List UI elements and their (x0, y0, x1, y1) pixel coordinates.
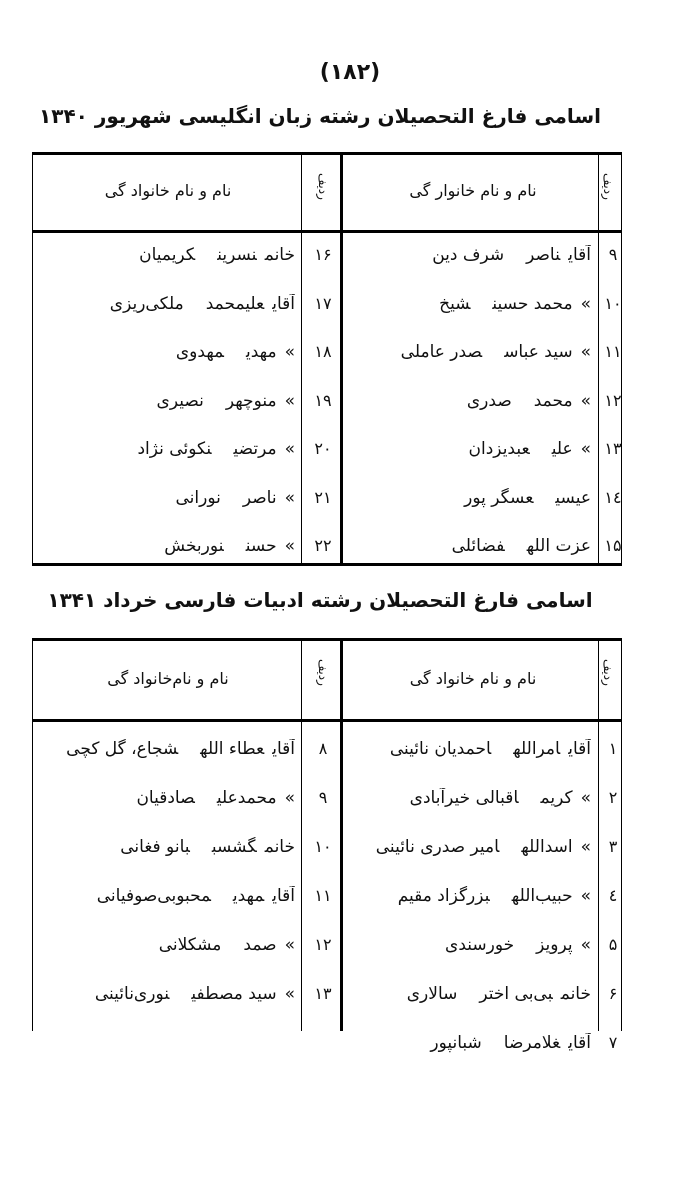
title-mark: » (580, 837, 591, 857)
table-row (33, 876, 621, 922)
title-mark: آقای (272, 739, 295, 759)
last-name: صدری (466, 390, 512, 411)
title-mark: » (284, 390, 295, 411)
row-number: ۲ (608, 788, 618, 807)
row-number: ۱٤ (604, 487, 622, 507)
row-number: ۹ (318, 788, 328, 807)
title-mark: » (284, 342, 295, 362)
name-header: نام و نام خانواد گی (104, 181, 232, 200)
graduate-name (39, 984, 295, 1004)
graduate-name (351, 886, 591, 906)
name-header: نام و نام خانواد گی (409, 669, 537, 688)
row-number: ۱۱ (604, 342, 622, 361)
last-name: صدر عاملی (400, 342, 483, 362)
graduate-name (351, 488, 591, 508)
last-name: شجاع، گل کچی (66, 739, 179, 759)
first-name: علیمحمد (205, 293, 265, 314)
first-name: عطاء الله (200, 739, 265, 759)
table-header (33, 641, 621, 722)
row-number: ۵ (608, 935, 618, 954)
last-name: فضائلی (451, 536, 505, 556)
row-number: ۱۱ (314, 886, 332, 905)
last-name: نوری‌نائینی (94, 984, 170, 1004)
last-name: صادقیان (136, 788, 195, 808)
title-mark: » (580, 788, 591, 808)
first-name: عزت الله (526, 536, 591, 556)
first-name: حسن (245, 536, 277, 556)
title-mark: آقای (568, 245, 591, 265)
table-row (33, 284, 621, 330)
row-number: ٤ (608, 886, 618, 905)
graduate-name (351, 739, 591, 759)
graduate-name (39, 245, 295, 265)
title-mark: آقای (272, 886, 295, 906)
title-mark: خانم (560, 984, 591, 1004)
first-name: محمدعلی (216, 788, 277, 808)
title-mark: خانم (264, 245, 295, 265)
graduate-name (39, 391, 295, 411)
first-name: محمد (533, 390, 573, 411)
last-name: کریمیان (139, 245, 196, 265)
graduate-name (351, 788, 591, 808)
title-mark: » (284, 984, 295, 1004)
graduates-table (32, 152, 622, 566)
title-mark: » (580, 439, 591, 459)
first-name: اسدالله (521, 837, 573, 857)
graduate-name (39, 488, 295, 508)
table-row (33, 778, 621, 824)
row-number: ۱۰ (604, 293, 622, 313)
graduate-name (39, 739, 295, 759)
title-mark: آقای (272, 293, 295, 314)
graduate-name (39, 935, 295, 955)
name-header: نام و نام‌خانواد گی (107, 669, 229, 688)
last-name: محبوبی‌صوفیانی (96, 886, 211, 906)
graduate-name (351, 984, 591, 1004)
row-number: ۱۳ (314, 984, 332, 1003)
graduate-name (351, 342, 591, 362)
graduate-name (39, 439, 295, 459)
graduate-name (351, 391, 591, 411)
table-row (33, 381, 621, 427)
row-number: ۳ (608, 837, 618, 856)
title-mark: » (284, 536, 295, 556)
radif-header: ردیف (601, 173, 615, 200)
first-name: بی‌بی اختر (479, 984, 553, 1004)
row-number: ۱ (608, 739, 618, 758)
row-number: ۸ (318, 739, 328, 758)
title-mark: » (284, 788, 295, 808)
first-name: محمد حسین (492, 293, 573, 314)
title-mark: » (284, 487, 295, 508)
first-name: سید عباس (504, 342, 573, 362)
first-name: مرتضی (233, 439, 277, 459)
table-title: اسامی فارغ التحصیلان رشته زبان انگلیسی شهریور ۱۳۴۰ (39, 104, 601, 128)
last-name: بزرگزاد مقیم (397, 886, 490, 906)
row-number: ۹ (608, 245, 618, 264)
last-name: نوربخش (164, 536, 224, 556)
radif-header: ردیف (601, 659, 615, 686)
table-row (33, 235, 621, 281)
row-number: ۲۰ (314, 439, 332, 458)
last-name: نصیری (156, 390, 204, 411)
first-name: غلامرضا (503, 1033, 561, 1053)
title-mark: » (284, 439, 295, 459)
last-name: شبانپور (430, 1033, 482, 1053)
table-row (33, 478, 621, 524)
first-name: نسرین (217, 245, 257, 265)
graduate-name (351, 294, 591, 314)
table-title: اسامی فارغ التحصیلان رشته ادبیات فارسی خرداد ۱۳۴۱ (47, 588, 593, 612)
row-number: ۲۱ (314, 487, 332, 507)
graduate-name (39, 294, 295, 314)
row-number: ۱۶ (314, 245, 332, 264)
last-name: بانو فغانی (120, 837, 190, 857)
graduate-name (351, 935, 591, 955)
last-name: نکوئی نژاد (137, 439, 212, 459)
first-name: منوچهر (225, 390, 277, 411)
table-row (33, 827, 621, 873)
graduate-name (351, 1033, 591, 1053)
last-name: اقبالی خیرآبادی (409, 788, 519, 808)
table-row (33, 332, 621, 378)
row-number: ۱۵ (604, 536, 622, 555)
graduate-name (39, 788, 295, 808)
table-row (33, 729, 621, 775)
row-number: ۲۲ (314, 536, 332, 555)
last-name: شرف دین (432, 245, 505, 265)
last-name: احمدیان نائینی (389, 739, 492, 759)
first-name: گشسب (211, 837, 257, 857)
first-name: امرالله (513, 739, 561, 759)
table-row (33, 429, 621, 475)
last-name: خورسندی (445, 935, 515, 955)
first-name: پرویز (536, 935, 573, 955)
graduate-name (351, 245, 591, 265)
first-name: صمد (243, 935, 277, 955)
last-name: مشکلانی (158, 935, 222, 955)
table-row (33, 526, 621, 572)
row-number: ۱۸ (314, 342, 332, 361)
row-number: ۱۲ (604, 390, 622, 410)
last-name: عبدیزدان (468, 439, 530, 459)
title-mark: » (284, 935, 295, 955)
last-name: ملکی‌ریزی (109, 293, 184, 314)
row-number: ۱۹ (314, 390, 332, 410)
last-name: نورانی (175, 487, 221, 508)
graduate-name (39, 342, 295, 362)
page-number: (۱۸۲) (319, 60, 381, 85)
title-mark: » (580, 342, 591, 362)
title-mark: » (580, 886, 591, 906)
title-mark: » (580, 935, 591, 955)
first-name: عیسی (555, 487, 591, 508)
table-row (33, 1023, 621, 1069)
last-name: شیخ (439, 293, 471, 314)
graduate-name (351, 439, 591, 459)
graduate-name (351, 837, 591, 857)
first-name: کریم (540, 788, 573, 808)
first-name: سید مصطفی (191, 984, 277, 1004)
table-row (33, 974, 621, 1020)
title-mark: » (580, 293, 591, 314)
graduate-name (351, 536, 591, 556)
last-name: عسگر پور (464, 487, 534, 508)
row-number: ۱۳ (604, 439, 622, 458)
last-name: مهدوی (175, 342, 224, 362)
row-number: ۶ (608, 984, 618, 1003)
radif-header: ردیف (316, 173, 330, 200)
first-name: مهدی (232, 886, 265, 906)
title-mark: آقای (568, 1033, 591, 1053)
last-name: امیر صدری نائینی (375, 837, 500, 857)
first-name: ناصر (242, 487, 277, 508)
graduate-name (39, 837, 295, 857)
row-number: ۱۰ (314, 837, 332, 856)
title-mark: خانم (264, 837, 295, 857)
graduates-table (32, 638, 622, 1053)
first-name: مهدی (245, 342, 277, 362)
table-header (33, 155, 621, 233)
row-number: ۱۲ (314, 935, 332, 954)
radif-header: ردیف (316, 659, 330, 686)
title-mark: » (580, 390, 591, 411)
table-row (33, 925, 621, 971)
title-mark: آقای (568, 739, 591, 759)
graduate-name (39, 536, 295, 556)
graduate-name (39, 886, 295, 906)
last-name: سالاری (406, 984, 458, 1004)
first-name: ناصر (526, 245, 561, 265)
first-name: علی (551, 439, 573, 459)
row-number: ۱۷ (314, 293, 332, 313)
row-number: ۷ (608, 1033, 618, 1052)
name-header: نام و نام خانوار گی (409, 181, 537, 200)
first-name: حبیب‌الله (511, 886, 573, 906)
